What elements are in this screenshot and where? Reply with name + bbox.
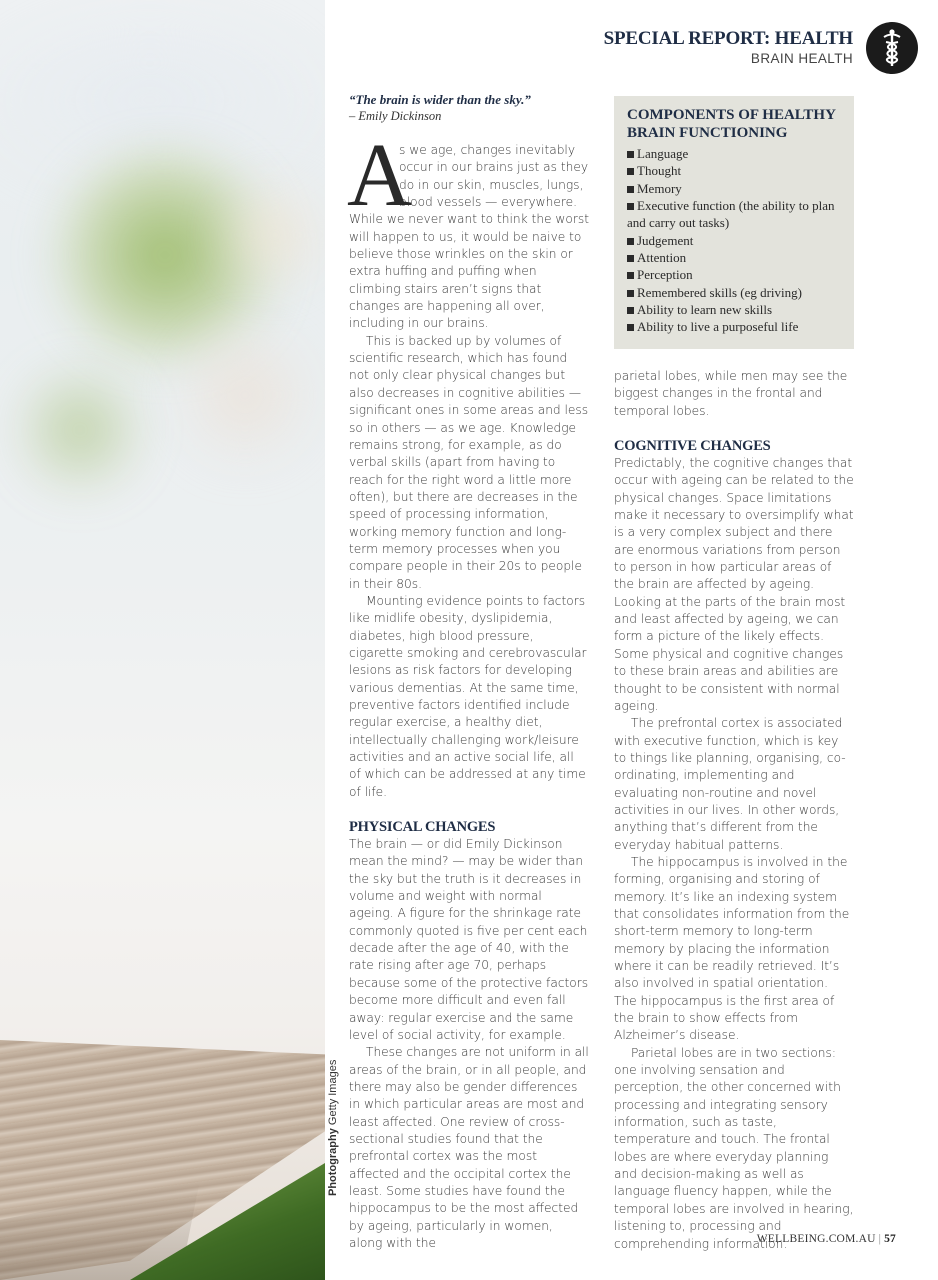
hero-photo [0,0,325,1280]
intro-text: s we age, changes inevitably occur in our brains just as they do in our skin, muscles, lungs, blood vessels — everywhere. While we never want to think the worst will happen to us, it would be naive to believe those wrinkles on the skin or extra huffing and puffing when climbing stairs aren’t signs that changes are happening all over, including in our brains. [349,143,589,331]
heading-physical-changes: PHYSICAL CHANGES [349,819,496,836]
article-column-left [349,91,589,1252]
paragraph-physical: The brain — or did Emily Dickinson mean the mind? — may be wider than the sky but the truth is it decreases in volume and weight with normal ageing. A figure for the shrinkage rate commonly quoted is five per cent each decade after the age of 40, with the rate rising after age 70, perhaps because some of the protective factors become more difficult and even fall away: regular exercise and the same level of social activity, for example. [349,837,589,1042]
footer-site: WELLBEING.COM.AU [756,1233,876,1245]
paragraph-hippocampus: The hippocampus is involved in the forming, organising and storing of memory. It’s like an indexing system that consolidates information from the short-term memory to long-term memory by placing the information where it can be readily retrieved. It’s also involved in spatial orientation. The hippocampus is the first area of the brain to show effects from Alzheimer’s disease. [614,854,850,1043]
footer-separator: | [878,1233,882,1245]
list-item: Perception [627,266,842,283]
list-item: Remembered skills (eg driving) [627,284,842,301]
page-footer [757,1233,896,1245]
section-subtitle: BRAIN HEALTH [750,51,853,66]
sidebar-list [627,145,842,336]
list-item: Ability to learn new skills [627,301,842,318]
section-header [604,28,853,66]
photo-foliage-blur-small [10,360,150,500]
bullet-square-icon [627,151,634,158]
bullet-square-icon [627,186,634,193]
paragraph-risk-factors: Mounting evidence points to factors like midlife obesity, dyslipidemia, diabetes, high blood pressure, cigarette smoking and cerebrovascular lesions as risk factors for developing various dementias. At the same time, preventive factors identified include regular exercise, a healthy diet, intellectually challenging work/leisure activities and an active social life, all of which can be addressed at any time of life. [349,593,587,799]
paragraph-parietal: Parietal lobes are in two sections: one involving sensation and perception, the other concerned with processing and integrating sensory information, such as taste, temperature and touch. The frontal lobes are where everyday planning and decision-making as well as language fluency happen, while the temporal lobes are involved in hearing, listening to, processing and comprehending information. [614,1045,854,1251]
bullet-square-icon [627,238,634,245]
page-number: 57 [884,1233,896,1245]
list-item: Executive function (the ability to plan and carry out tasks) [627,198,835,231]
list-item: Attention [627,249,842,266]
photo-bokeh-light [170,320,320,470]
list-item: Language [627,145,842,162]
bullet-square-icon [627,290,634,297]
bullet-square-icon [627,272,634,279]
list-item: Ability to live a purposeful life [627,318,842,335]
sidebar-title: COMPONENTS OF HEALTHY BRAIN FUNCTIONING [627,107,836,141]
list-item: Memory [627,180,842,197]
bullet-square-icon [627,307,634,314]
photo-bokeh-light-top [220,170,325,300]
section-title: SPECIAL REPORT: HEALTH [603,28,853,49]
paragraph-lobes-continued: parietal lobes, while men may see the biggest changes in the frontal and temporal lobes. [614,369,848,418]
article-column-right [614,368,854,1253]
intro-paragraph [347,126,589,333]
heading-cognitive-changes: COGNITIVE CHANGES [614,438,771,455]
list-item: Judgement [627,232,842,249]
pull-quote: “The brain is wider than the sky.” [349,92,531,107]
photo-credit [327,1056,343,1196]
paragraph-uniform: These changes are not uniform in all areas of the brain, or in all people, and there may also be gender differences in which particular areas are most and least affected. One review of cross-sectional studies found that the prefrontal cortex was the most affected and the occipital cortex the least. Some studies have found the hippocampus to be the most affected by ageing, particularly in women, along with the [349,1045,589,1250]
quote-author: – Emily Dickinson [349,109,442,123]
paragraph-cognitive: Predictably, the cognitive changes that occur with ageing can be related to the physical changes. Space limitations make it necessary to oversimplify what is a very complex subject and there are enormous variations from person to person in how particular areas of the brain are affected by ageing. Looking at the parts of the brain most and least affected by ageing, we can form a picture of the likely effects. Some physical and cognitive changes to these brain areas and abilities are thought to be consistent with normal ageing. [614,456,854,713]
list-item: Thought [627,162,842,179]
paragraph-prefrontal: The prefrontal cortex is associated with executive function, which is key to things like planning, organising, co-ordinating, implementing and evaluating non-routine and novel activities in our lives. In other words, anything that’s different from the everyday habitual patterns. [614,716,846,852]
photo-credit-source: Getty Images [327,1059,339,1126]
sidebar-box [614,96,854,349]
caduceus-icon [866,22,918,74]
bullet-square-icon [627,324,634,331]
paragraph-research: This is backed up by volumes of scientific research, which has found not only clear physical changes but also decreases in cognitive abilities — significant ones in some areas and less so in others — as we age. Knowledge remains strong, for example, as do verbal skills (apart from having to reach for the right word a little more often), but there are decreases in the speed of processing information, working memory function and long-term memory processes when you compare people in their 20s to people in their 80s. [349,333,589,591]
photo-credit-label: Photography [327,1128,339,1196]
bullet-square-icon [627,168,634,175]
drop-cap: A [347,126,412,225]
bullet-square-icon [627,255,634,262]
bullet-square-icon [627,203,634,210]
